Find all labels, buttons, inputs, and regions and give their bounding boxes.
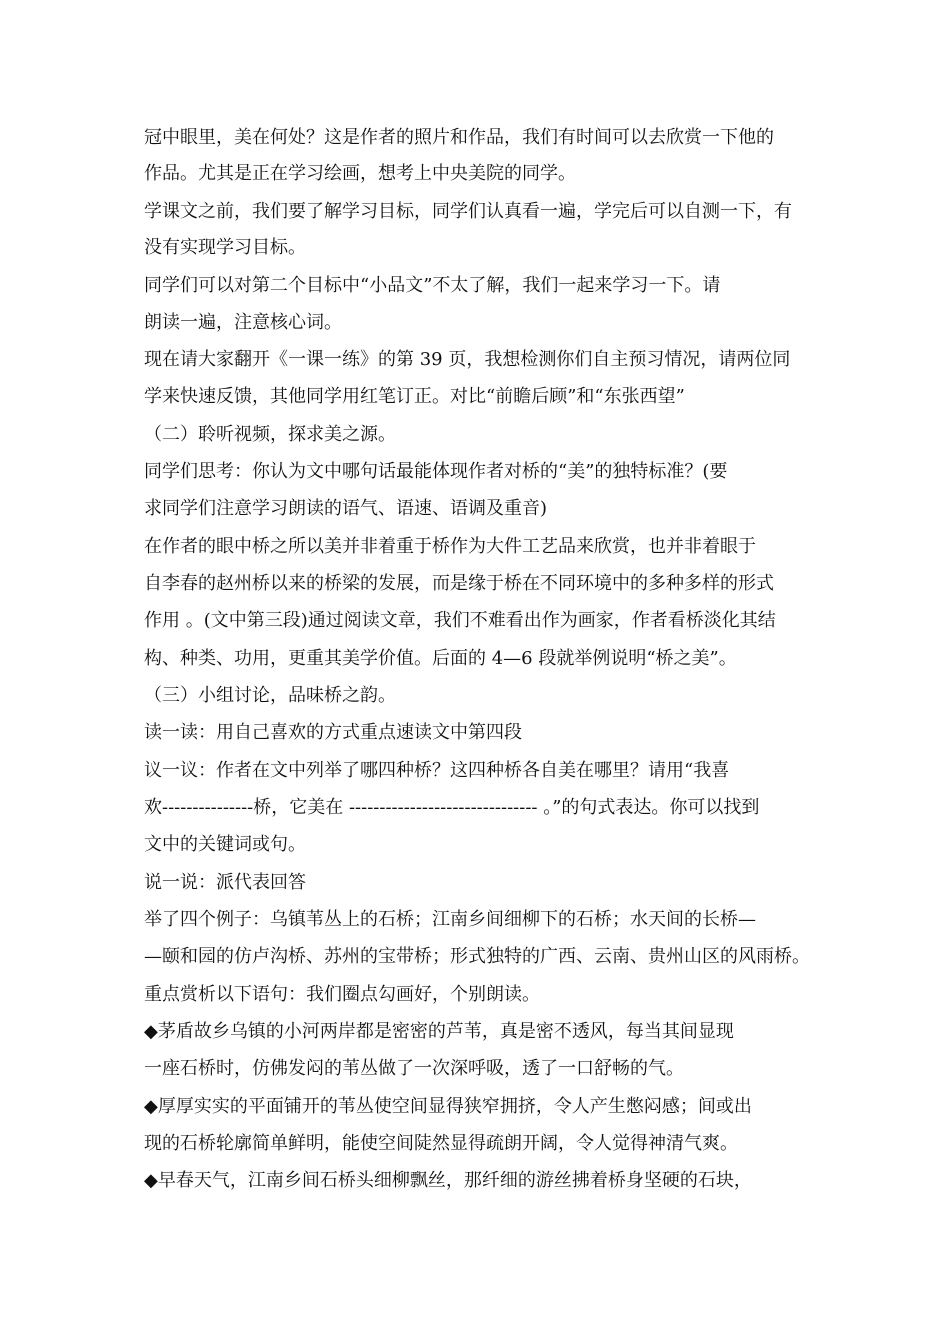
text-line: 学课文之前，我们要了解学习目标，同学们认真看一遍，学完后可以自测一下，有: [144, 201, 792, 222]
text-line: ◆早春天气，江南乡间石桥头细柳飘丝，那纤细的游丝拂着桥身坚硬的石块，: [144, 1170, 752, 1191]
text-line: 欢---------------桥，它美在 ------------------------------- 。”的句式表达。你可以找到: [144, 797, 760, 818]
text-line: 自李春的赵州桥以来的桥梁的发展，而是缘于桥在不同环境中的多种多样的形式: [144, 573, 774, 594]
text-line: —颐和园的仿卢沟桥、苏州的宝带桥；形式独特的广西、云南、贵州山区的风雨桥。: [144, 946, 810, 967]
text-line: 说一说：派代表回答: [144, 872, 306, 893]
text-line: 读一读：用自己喜欢的方式重点速读文中第四段: [144, 722, 522, 743]
text-line: 求同学们注意学习朗读的语气、语速、语调及重音): [144, 498, 548, 519]
text-line: 议一议：作者在文中列举了哪四种桥？这四种桥各自美在哪里？请用“我喜: [144, 760, 730, 781]
text-line: 现在请大家翻开《一课一练》的第 39 页，我想检测你们自主预习情况，请两位同: [144, 349, 791, 370]
text-line: 同学们可以对第二个目标中“小品文”不太了解，我们一起来学习一下。请: [144, 275, 721, 296]
text-line: ◆厚厚实实的平面铺开的苇丛使空间显得狭窄拥挤，令人产生憋闷感；间或出: [144, 1096, 752, 1117]
text-line: 重点赏析以下语句：我们圈点勾画好，个别朗读。: [144, 984, 540, 1005]
text-line: ◆茅盾故乡乌镇的小河两岸都是密密的芦苇，真是密不透风，每当其间显现: [144, 1021, 734, 1042]
text-line: 作品。尤其是正在学习绘画，想考上中央美院的同学。: [144, 163, 576, 184]
text-line: 学来快速反馈，其他同学用红笔订正。对比“前瞻后顾”和“东张西望”: [144, 386, 685, 407]
text-line: 现的石桥轮廓简单鲜明，能使空间陡然显得疏朗开阔，令人觉得神清气爽。: [144, 1133, 738, 1154]
text-line: 举了四个例子：乌镇苇丛上的石桥；江南乡间细柳下的石桥；水天间的长桥—: [144, 909, 756, 930]
text-line: 作用 。(文中第三段)通过阅读文章，我们不难看出作为画家，作者看桥淡化其结: [144, 610, 776, 631]
text-line: 在作者的眼中桥之所以美并非着重于桥作为大件工艺品来欣赏，也并非着眼于: [144, 536, 756, 557]
section-heading: （二）聆听视频，探求美之源。: [144, 424, 396, 445]
text-line: 冠中眼里，美在何处？这是作者的照片和作品，我们有时间可以去欣赏一下他的: [144, 127, 774, 148]
text-line: 一座石桥时，仿佛发闷的苇丛做了一次深呼吸，透了一口舒畅的气。: [144, 1058, 684, 1079]
text-line: 朗读一遍，注意核心词。: [144, 312, 342, 333]
text-line: 同学们思考：你认为文中哪句话最能体现作者对桥的“美”的独特标准？(要: [144, 461, 728, 482]
text-line: 构、种类、功用，更重其美学价值。后面的 4—6 段就举例说明“桥之美”。: [144, 648, 737, 669]
text-line: 没有实现学习目标。: [144, 237, 306, 258]
text-line: 文中的关键词或句。: [144, 834, 306, 855]
section-heading: （三）小组讨论，品味桥之韵。: [144, 685, 396, 706]
